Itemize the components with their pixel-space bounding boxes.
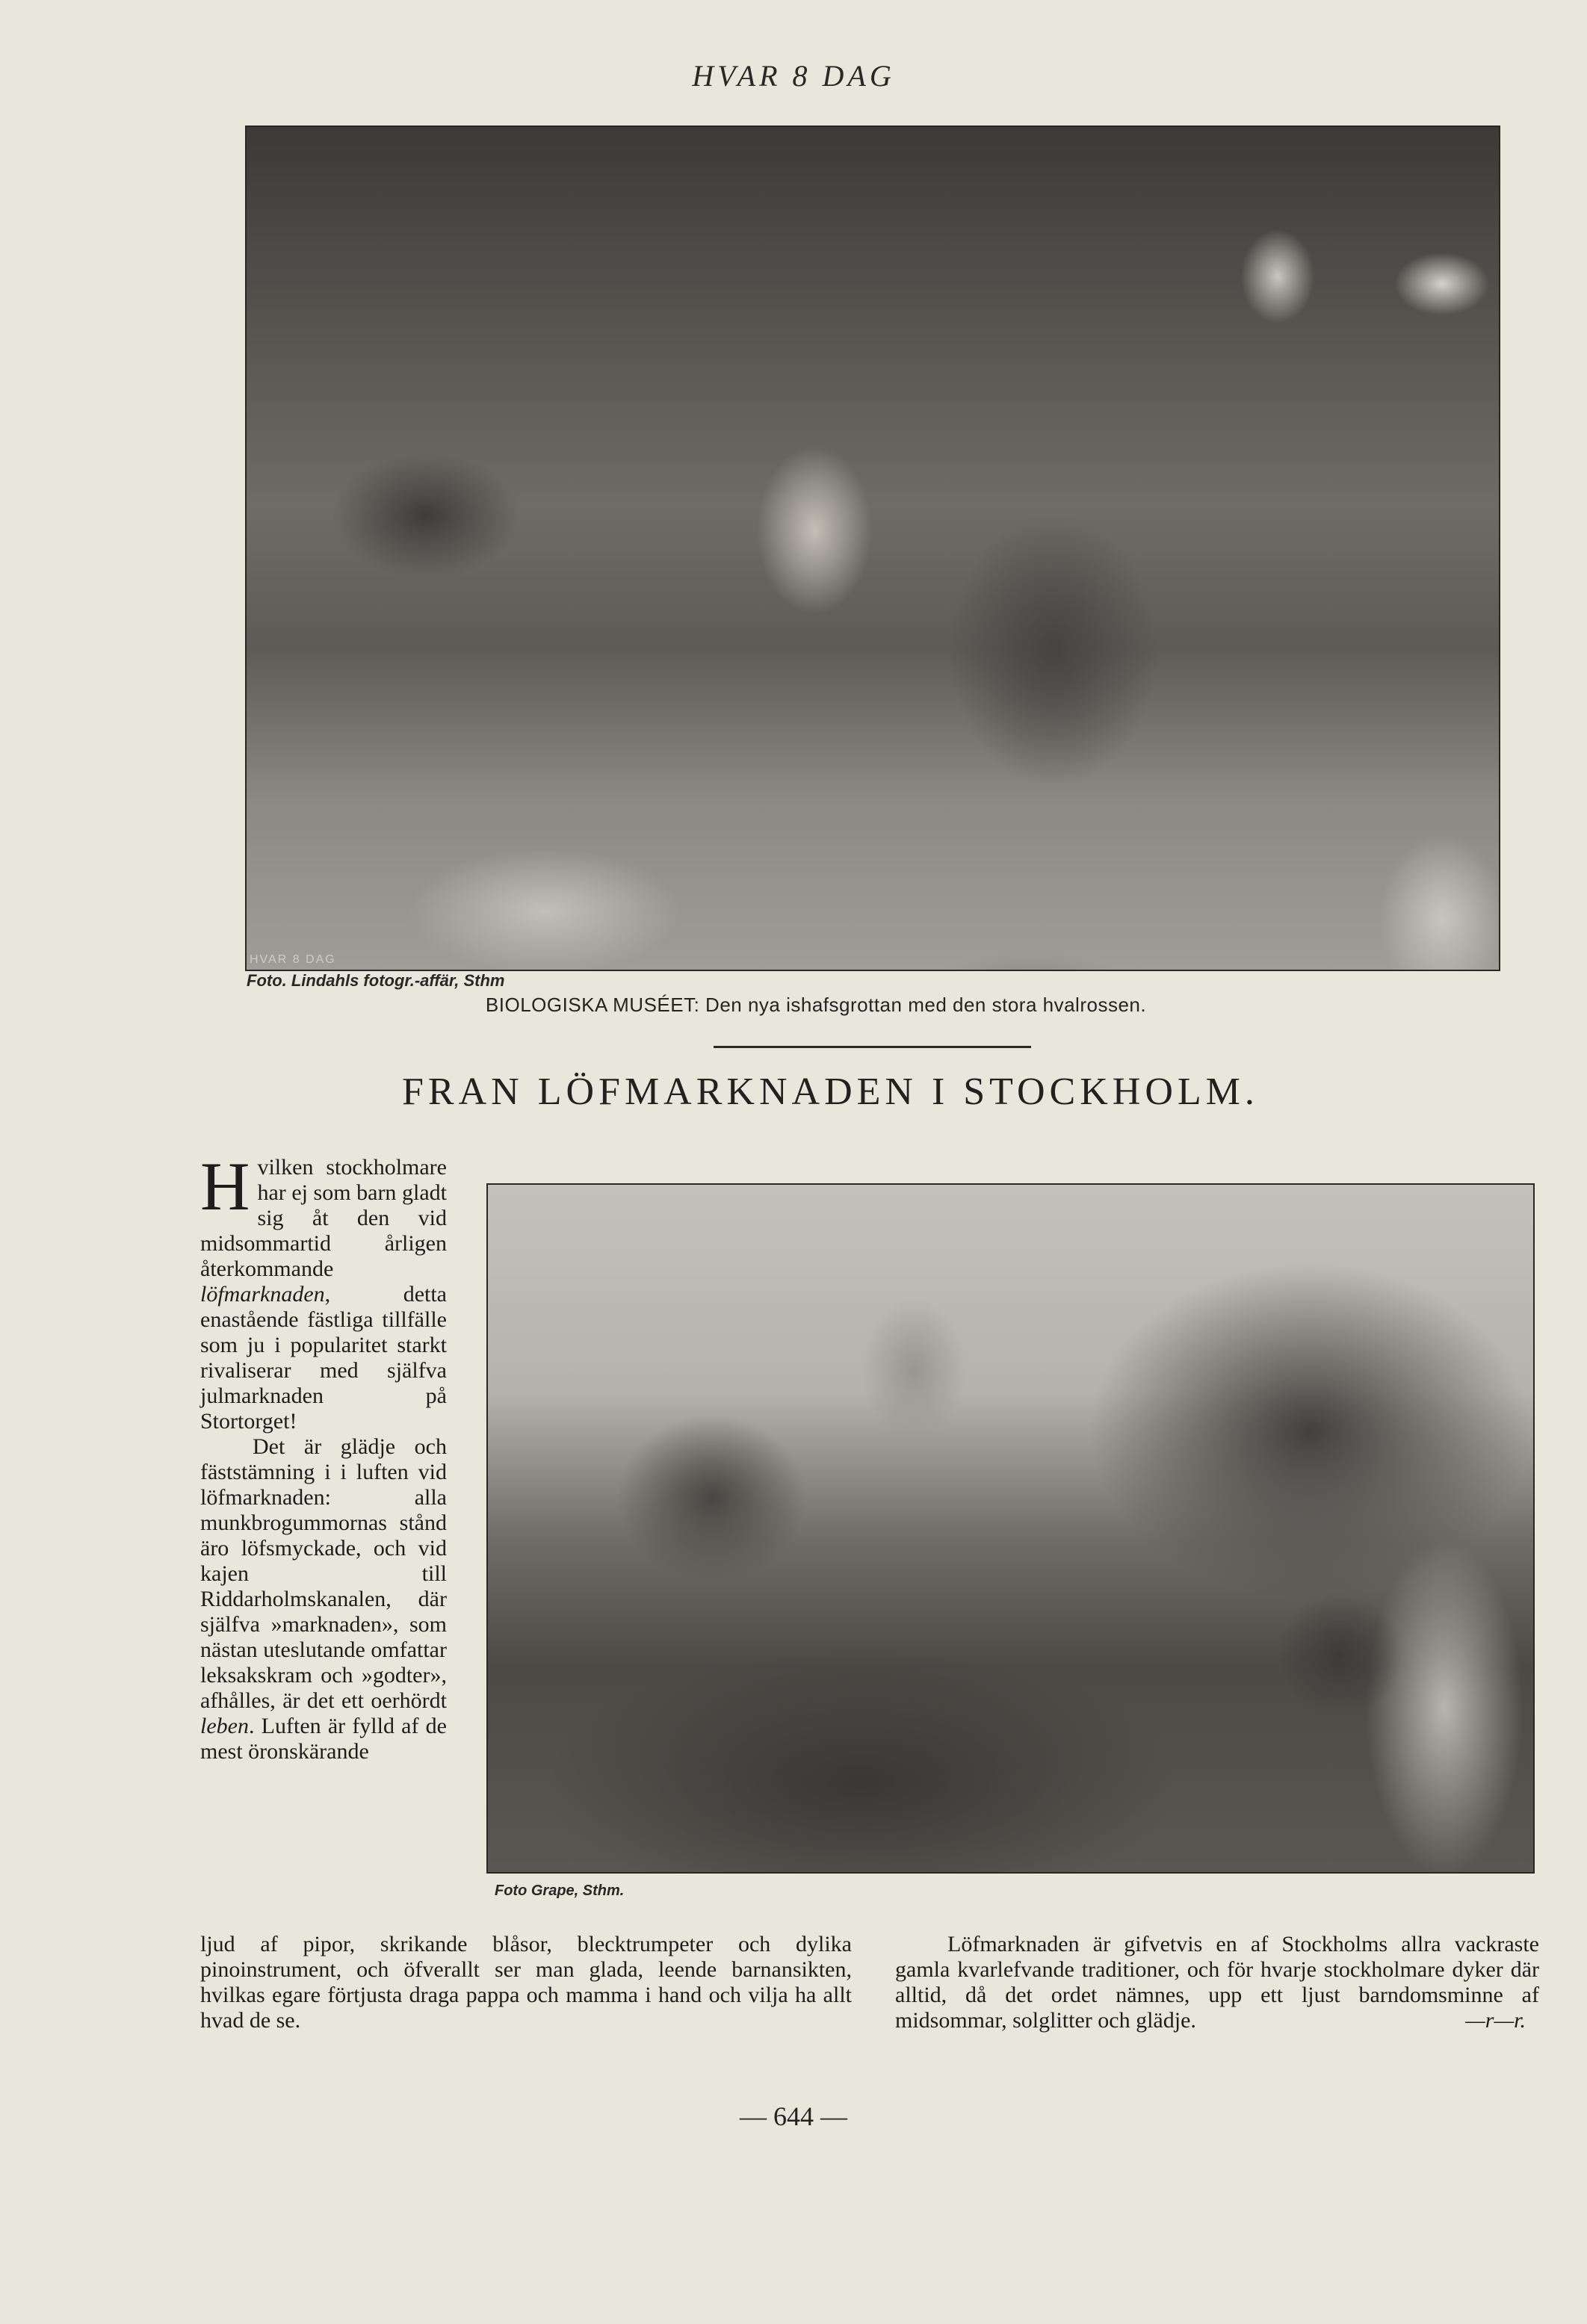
italic-term: leben bbox=[200, 1714, 249, 1738]
paragraph-text: Det är glädje och fäststämning i i luften vid löfmarknaden: alla munkbrogummornas stånd äro löfsmyckade, och vid kajen till Riddarholmskanalen, där själfva »marknaden», som nästan uteslutande omfattar leksakskram och »godter», afhålles, är det ett oerhördt bbox=[200, 1434, 447, 1713]
italic-term: löfmarknaden bbox=[200, 1282, 325, 1307]
photo-watermark: HVAR 8 DAG bbox=[250, 953, 336, 966]
section-divider bbox=[714, 1046, 1031, 1048]
photo-credit: Foto Grape, Sthm. bbox=[495, 1883, 625, 1899]
running-head: HVAR 8 DAG bbox=[692, 59, 895, 93]
page-number: — 644 — bbox=[740, 2101, 847, 2131]
paragraph-text: Löfmarknaden är gifvetvis en af Stockholms allra vackraste gamla kvarlefvande traditioner, och för hvarje stockholmare dyker där alltid, då det ordet nämnes, upp ett ljust barndomsminne af midsommar, solglitter och glädje. bbox=[895, 1932, 1539, 2033]
figure-caption: BIOLOGISKA MUSÉET: Den nya ishafsgrottan med den stora hvalrossen. bbox=[485, 994, 1147, 1016]
article-bottom-right bbox=[895, 1932, 1539, 2033]
article-left-column bbox=[200, 1148, 447, 1764]
paragraph-text: . Luften är fylld af de mest öronskärande bbox=[200, 1714, 447, 1764]
drop-cap: H bbox=[200, 1148, 250, 1224]
author-signature: —r—r. bbox=[1465, 2008, 1526, 2033]
photo-credit: Foto. Lindahls fotogr.-affär, Sthm bbox=[247, 971, 505, 990]
museum-photo bbox=[245, 126, 1500, 971]
market-photo bbox=[486, 1183, 1535, 1874]
paragraph-text: vilken stockholmare har ej som barn gladt sig åt den vid midsommartid årligen återkommande bbox=[200, 1155, 447, 1281]
article-bottom-left bbox=[200, 1932, 852, 2033]
paragraph-text: ljud af pipor, skrikande blåsor, blecktrumpeter och dylika pinoinstrument, och öfverallt ser man glada, leende barnansikten, hvilkas egare förtjusta draga pappa och mamma i hand och vilja ha allt hvad de se. bbox=[200, 1932, 852, 2033]
paragraph-text: , detta enastående fästliga tillfälle som ju i popularitet starkt rivaliserar med själfva julmarknaden på Stortorget! bbox=[200, 1282, 447, 1434]
article-headline: FRAN LÖFMARKNADEN I STOCKHOLM. bbox=[402, 1070, 1259, 1113]
